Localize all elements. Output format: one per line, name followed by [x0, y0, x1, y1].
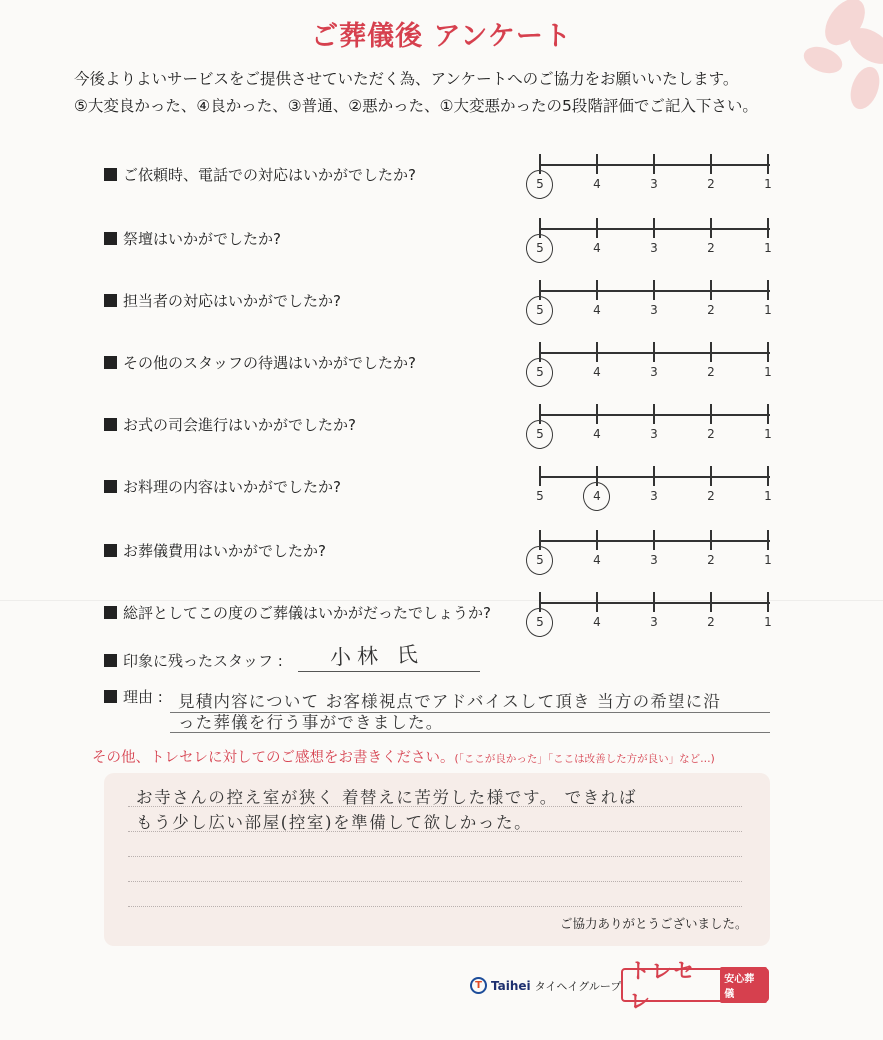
rating-scale[interactable] [538, 530, 772, 570]
selected-rating-circle [524, 356, 555, 388]
rating-tick [596, 530, 598, 550]
rating-option-5[interactable]: 5 [536, 489, 544, 503]
rating-tick [767, 530, 769, 550]
rating-option-4[interactable]: 4 [593, 177, 601, 191]
other-comments-heading [92, 746, 715, 767]
question-text: 総評としてこの度のご葬儀はいかがだったでしょうか? [123, 604, 491, 622]
rating-option-2[interactable]: 2 [707, 427, 715, 441]
rating-tick [596, 342, 598, 362]
rating-tick [539, 466, 541, 486]
rating-option-3[interactable]: 3 [650, 553, 658, 567]
rating-option-1[interactable]: 1 [764, 365, 772, 379]
rating-option-4[interactable]: 4 [593, 489, 601, 503]
comment-rule-5 [128, 906, 742, 907]
bullet-square-icon [104, 606, 117, 619]
rating-tick [596, 218, 598, 238]
selected-rating-circle [524, 294, 555, 326]
rating-tick [767, 218, 769, 238]
rating-option-5[interactable]: 5 [536, 615, 544, 629]
rating-axis [540, 476, 770, 478]
rating-tick [767, 342, 769, 362]
comment-rule-4 [128, 881, 742, 882]
rating-tick [710, 592, 712, 612]
rating-tick [767, 592, 769, 612]
question-label [104, 352, 416, 373]
service-tag: 安心葬儀 [720, 967, 767, 1003]
question-text: お式の司会進行はいかがでしたか? [123, 416, 356, 434]
instructions [74, 66, 758, 120]
comment-rule-3 [128, 856, 742, 857]
staff-row [104, 650, 283, 671]
rating-option-4[interactable]: 4 [593, 615, 601, 629]
bullet-square-icon [104, 168, 117, 181]
comment-text-line-2[interactable]: もう少し広い部屋(控室)を準備して欲しかった。 [136, 813, 533, 832]
rating-tick [653, 530, 655, 550]
bullet-square-icon [104, 232, 117, 245]
rating-option-4[interactable]: 4 [593, 553, 601, 567]
question-label [104, 602, 491, 623]
rating-tick [710, 280, 712, 300]
rating-tick [767, 466, 769, 486]
reason-label: 理由 : [123, 688, 163, 706]
rating-option-4[interactable]: 4 [593, 241, 601, 255]
rating-option-1[interactable]: 1 [764, 303, 772, 317]
rating-option-1[interactable]: 1 [764, 489, 772, 503]
rating-scale[interactable] [538, 592, 772, 632]
footer [0, 959, 883, 1013]
bullet-square-icon [104, 480, 117, 493]
rating-option-1[interactable]: 1 [764, 177, 772, 191]
bullet-square-icon [104, 544, 117, 557]
question-label [104, 164, 416, 185]
rating-tick [710, 404, 712, 424]
bullet-square-icon [104, 356, 117, 369]
rating-option-3[interactable]: 3 [650, 427, 658, 441]
toresere-logo [621, 959, 769, 1013]
rating-tick [767, 154, 769, 174]
rating-option-5[interactable]: 5 [536, 553, 544, 567]
rating-option-2[interactable]: 2 [707, 365, 715, 379]
question-label [104, 414, 356, 435]
rating-option-2[interactable]: 2 [707, 241, 715, 255]
rating-option-5[interactable]: 5 [536, 177, 544, 191]
rating-option-4[interactable]: 4 [593, 303, 601, 317]
rating-option-5[interactable]: 5 [536, 241, 544, 255]
rating-tick [653, 342, 655, 362]
rating-tick [653, 592, 655, 612]
staff-label: 印象に残ったスタッフ : [123, 652, 283, 670]
taihei-group-name: タイヘイグループ [534, 979, 622, 993]
rating-tick [653, 404, 655, 424]
rating-axis [540, 602, 770, 604]
rating-scale[interactable] [538, 342, 772, 382]
question-label [104, 540, 326, 561]
rating-option-1[interactable]: 1 [764, 427, 772, 441]
selected-rating-circle [524, 168, 555, 200]
question-label [104, 476, 341, 497]
staff-underline [298, 671, 480, 672]
question-text: ご依頼時、電話での対応はいかがでしたか? [123, 166, 416, 184]
rating-scale[interactable] [538, 280, 772, 320]
rating-option-1[interactable]: 1 [764, 241, 772, 255]
form-title: ご葬儀後 アンケート [311, 21, 572, 52]
rating-tick [596, 592, 598, 612]
rating-option-5[interactable]: 5 [536, 303, 544, 317]
question-label [104, 290, 341, 311]
question-text: お葬儀費用はいかがでしたか? [123, 542, 326, 560]
rating-option-3[interactable]: 3 [650, 303, 658, 317]
rating-tick [710, 154, 712, 174]
rating-tick [596, 154, 598, 174]
rating-option-3[interactable]: 3 [650, 365, 658, 379]
rating-tick [653, 154, 655, 174]
question-text: 担当者の対応はいかがでしたか? [123, 292, 341, 310]
selected-rating-circle [581, 480, 612, 512]
rating-tick [767, 404, 769, 424]
rating-tick [653, 466, 655, 486]
selected-rating-circle [524, 606, 555, 638]
rating-option-4[interactable]: 4 [593, 365, 601, 379]
rating-axis [540, 290, 770, 292]
selected-rating-circle [524, 232, 555, 264]
rating-option-2[interactable]: 2 [707, 553, 715, 567]
rating-axis [540, 540, 770, 542]
rating-tick [710, 342, 712, 362]
reason-row [104, 686, 163, 707]
staff-value[interactable]: 小林 氏 [329, 642, 425, 670]
rating-option-5[interactable]: 5 [536, 427, 544, 441]
rating-tick [710, 530, 712, 550]
rating-scale[interactable] [538, 404, 772, 444]
comment-text-line-1[interactable]: お寺さんの控え室が狭く 着替えに苦労した様です。 できれば [136, 788, 638, 807]
rating-axis [540, 164, 770, 166]
rating-axis [540, 352, 770, 354]
rating-option-1[interactable]: 1 [764, 615, 772, 629]
bullet-square-icon [104, 654, 117, 667]
rating-scale[interactable] [538, 218, 772, 258]
rating-option-2[interactable]: 2 [707, 303, 715, 317]
rating-tick [653, 218, 655, 238]
rating-tick [710, 466, 712, 486]
rating-option-4[interactable]: 4 [593, 427, 601, 441]
rating-option-2[interactable]: 2 [707, 177, 715, 191]
rating-axis [540, 414, 770, 416]
rating-option-3[interactable]: 3 [650, 615, 658, 629]
rating-tick [653, 280, 655, 300]
question-label [104, 228, 281, 249]
rating-scale[interactable] [538, 466, 772, 506]
bullet-square-icon [104, 294, 117, 307]
rating-option-2[interactable]: 2 [707, 615, 715, 629]
thanks-text: ご協力ありがとうございました。 [560, 916, 748, 931]
question-text: 祭壇はいかがでしたか? [123, 230, 281, 248]
instructions-line-1: 今後よりよいサービスをご提供させていただく為、アンケートへのご協力をお願いいたします。 [74, 70, 739, 88]
rating-tick [710, 218, 712, 238]
other-subheading: (「ここが良かった」「ここは改善した方が良い」など…) [454, 753, 715, 765]
rating-option-3[interactable]: 3 [650, 177, 658, 191]
reason-text-line-1[interactable]: 見積内容について お客様視点でアドバイスして頂き 当方の希望に沿 [178, 692, 722, 711]
instructions-line-2: ⑤大変良かった、④良かった、③普通、②悪かった、①大変悪かったの5段階評価でご記入下さい。 [74, 97, 758, 115]
selected-rating-circle [524, 418, 555, 450]
other-heading-text: その他、トレセレに対してのご感想をお書きください。 [92, 750, 455, 766]
bullet-square-icon [104, 690, 117, 703]
rating-option-2[interactable]: 2 [707, 489, 715, 503]
rating-option-3[interactable]: 3 [650, 489, 658, 503]
question-text: その他のスタッフの待遇はいかがでしたか? [123, 354, 416, 372]
taihei-brand: Taihei [491, 978, 531, 993]
rating-tick [596, 280, 598, 300]
rating-option-5[interactable]: 5 [536, 365, 544, 379]
question-text: お料理の内容はいかがでしたか? [123, 478, 341, 496]
bullet-square-icon [104, 418, 117, 431]
rating-axis [540, 228, 770, 230]
taihei-logo [470, 977, 621, 994]
service-name: トレセレ [629, 959, 695, 1013]
rating-scale[interactable] [538, 154, 772, 194]
rating-option-1[interactable]: 1 [764, 553, 772, 567]
taihei-t-icon: T [470, 977, 487, 994]
reason-text-line-2[interactable]: った葬儀を行う事ができました。 [178, 713, 444, 732]
selected-rating-circle [524, 544, 555, 576]
rating-tick [596, 404, 598, 424]
rating-tick [767, 280, 769, 300]
rating-option-3[interactable]: 3 [650, 241, 658, 255]
